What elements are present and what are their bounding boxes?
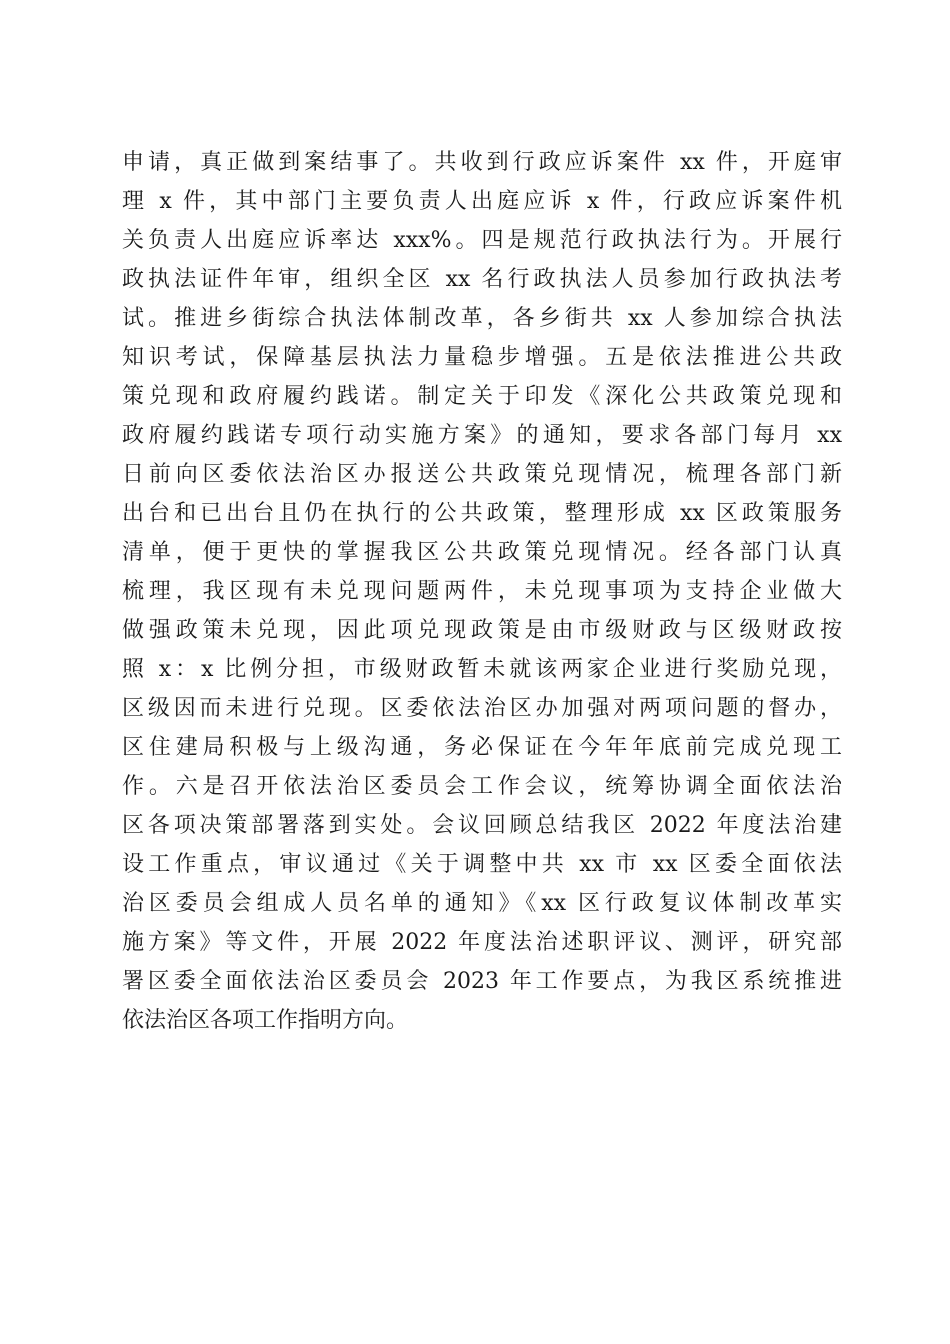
text-line: 署区委全面依法治区委员会 2023 年工作要点，为我区系统推进: [122, 969, 842, 994]
text-line: 设工作重点，审议通过《关于调整中共 xx 市 xx 区委全面依法: [122, 852, 842, 877]
body-paragraph: [122, 143, 842, 1040]
text-line: 策兑现和政府履约践诺。制定关于印发《深化公共政策兑现和: [122, 384, 842, 409]
text-line: 理 x 件，其中部门主要负责人出庭应诉 x 件，行政应诉案件机: [122, 189, 842, 214]
text-line: 区住建局积极与上级沟通，务必保证在今年年底前完成兑现工: [122, 735, 842, 760]
text-line: 试。推进乡街综合执法体制改革，各乡街共 xx 人参加综合执法: [122, 306, 842, 331]
text-line: 作。六是召开依法治区委员会工作会议，统筹协调全面依法治: [122, 774, 842, 799]
text-line: 知识考试，保障基层执法力量稳步增强。五是依法推进公共政: [122, 345, 842, 370]
text-line: 出台和已出台且仍在执行的公共政策，整理形成 xx 区政策服务: [122, 501, 842, 526]
text-line: 关负责人出庭应诉率达 xxx%。四是规范行政执法行为。开展行: [122, 228, 842, 253]
text-line: 区级因而未进行兑现。区委依法治区办加强对两项问题的督办，: [122, 696, 842, 721]
text-line: 申请，真正做到案结事了。共收到行政应诉案件 xx 件，开庭审: [122, 150, 842, 175]
text-line: 做强政策未兑现，因此项兑现政策是由市级财政与区级财政按: [122, 618, 842, 643]
text-line: 治区委员会组成人员名单的通知》《xx 区行政复议体制改革实: [122, 891, 842, 916]
text-line: 政府履约践诺专项行动实施方案》的通知，要求各部门每月 xx: [122, 423, 842, 448]
text-line: 清单，便于更快的掌握我区公共政策兑现情况。经各部门认真: [122, 540, 842, 565]
text-line: 施方案》等文件，开展 2022 年度法治述职评议、测评，研究部: [122, 930, 842, 955]
text-line: 梳理，我区现有未兑现问题两件，未兑现事项为支持企业做大: [122, 579, 842, 604]
text-line: 政执法证件年审，组织全区 xx 名行政执法人员参加行政执法考: [122, 267, 842, 292]
text-line: 照 x：x 比例分担，市级财政暂未就该两家企业进行奖励兑现，: [122, 657, 842, 682]
text-line: 依法治区各项工作指明方向。: [122, 1008, 409, 1033]
text-line: 区各项决策部署落到实处。会议回顾总结我区 2022 年度法治建: [122, 813, 842, 838]
text-line: 日前向区委依法治区办报送公共政策兑现情况，梳理各部门新: [122, 462, 842, 487]
